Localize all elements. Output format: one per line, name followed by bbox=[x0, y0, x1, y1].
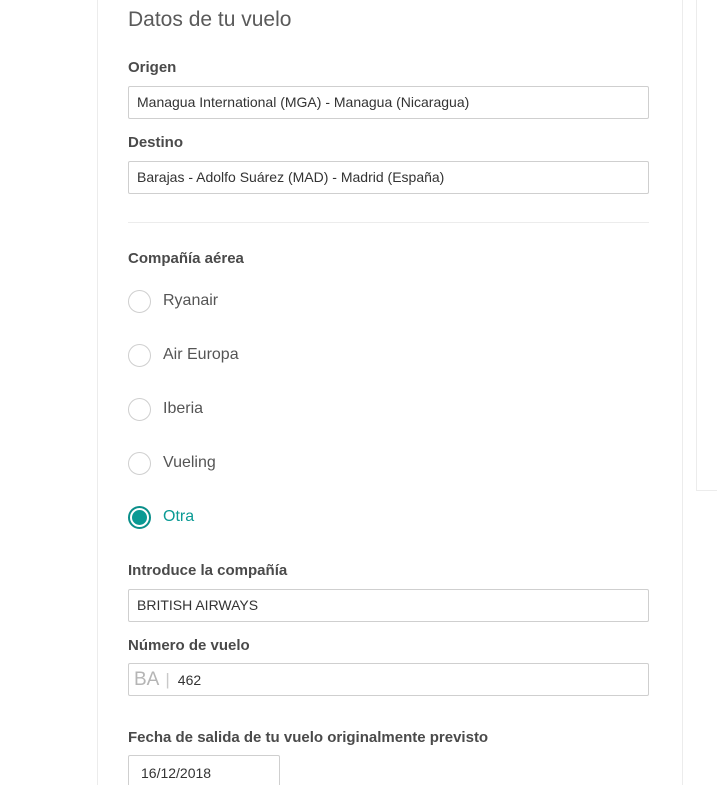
radio-button-selected[interactable] bbox=[128, 506, 151, 529]
origin-label: Origen bbox=[128, 59, 177, 76]
departure-date-label: Fecha de salida de tu vuelo originalmente previsto bbox=[128, 729, 489, 746]
radio-button[interactable] bbox=[128, 344, 151, 367]
section-title: Datos de tu vuelo bbox=[128, 8, 292, 31]
airline-option-label: Air Europa bbox=[163, 346, 239, 363]
destination-label: Destino bbox=[128, 134, 184, 151]
radio-button[interactable] bbox=[128, 290, 151, 313]
prefix-separator: | bbox=[165, 670, 170, 689]
flight-number-label: Número de vuelo bbox=[128, 637, 250, 654]
origin-input[interactable]: Managua International (MGA) - Managua (Nicaragua) bbox=[128, 86, 649, 119]
airline-option-label: Vueling bbox=[163, 454, 216, 471]
airline-label: Compañía aérea bbox=[128, 250, 244, 267]
other-airline-input[interactable]: BRITISH AIRWAYS bbox=[128, 589, 649, 622]
other-airline-label: Introduce la compañía bbox=[128, 562, 288, 579]
flight-number-input[interactable] bbox=[128, 663, 649, 696]
airline-option-vueling[interactable] bbox=[128, 450, 216, 476]
airline-option-label: Iberia bbox=[163, 400, 204, 417]
flight-number-value: 462 bbox=[177, 672, 202, 688]
destination-input[interactable]: Barajas - Adolfo Suárez (MAD) - Madrid (España) bbox=[128, 161, 649, 194]
flight-number-prefix: BA bbox=[134, 669, 160, 690]
section-divider bbox=[128, 222, 649, 223]
airline-option-label: Otra bbox=[163, 508, 195, 525]
radio-button[interactable] bbox=[128, 452, 151, 475]
airline-option-otra[interactable] bbox=[128, 504, 194, 530]
side-panel bbox=[696, 0, 717, 491]
radio-button[interactable] bbox=[128, 398, 151, 421]
airline-option-label: Ryanair bbox=[163, 292, 219, 309]
airline-option-iberia[interactable] bbox=[128, 396, 203, 422]
departure-date-input[interactable]: 16/12/2018 bbox=[128, 755, 280, 785]
airline-option-ryanair[interactable] bbox=[128, 288, 218, 314]
airline-option-air-europa[interactable] bbox=[128, 342, 239, 368]
